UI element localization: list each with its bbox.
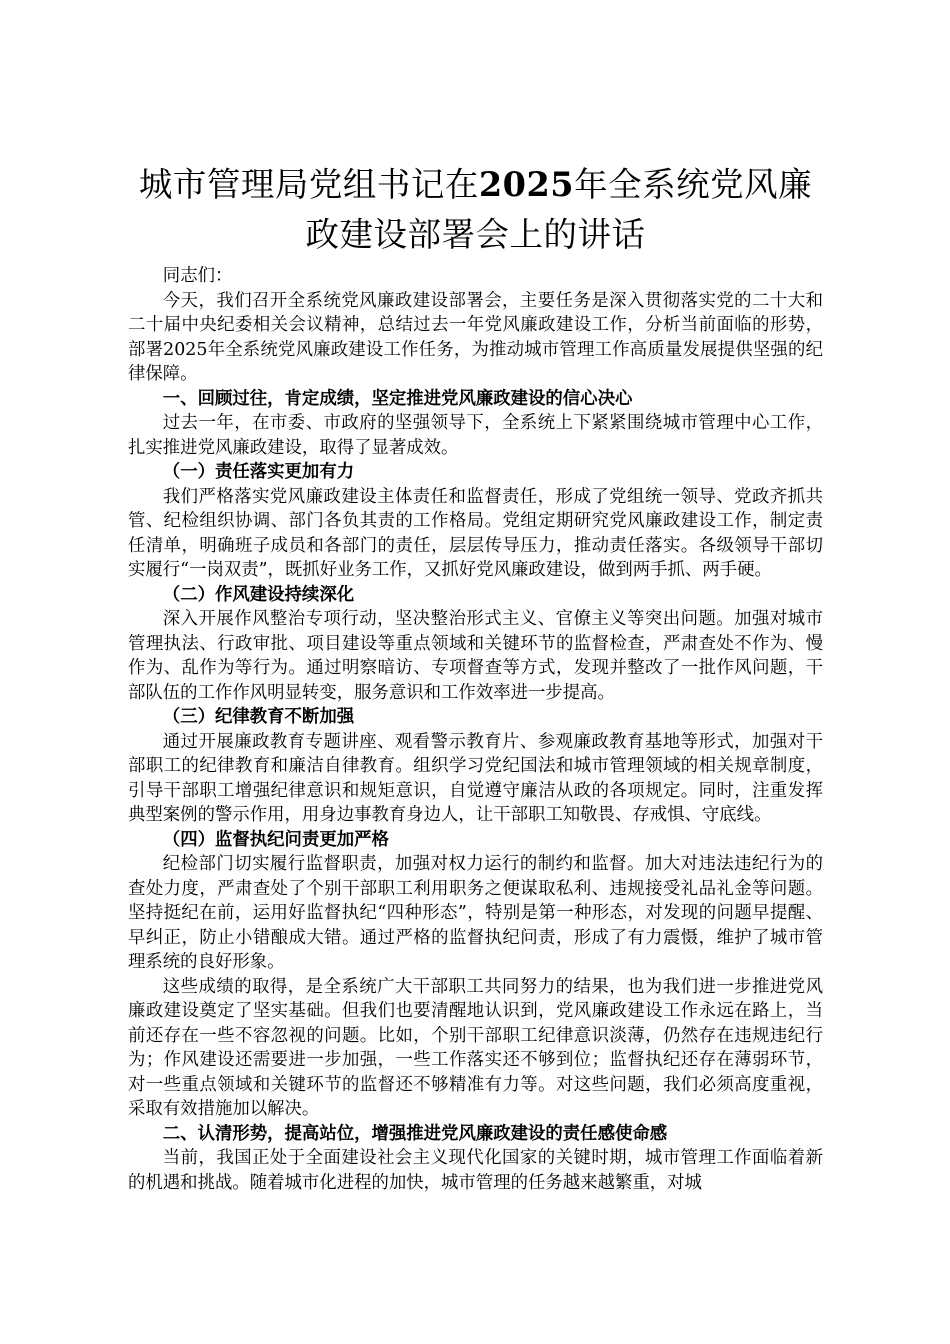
subsection-heading: （三）纪律教育不断加强	[162, 707, 355, 727]
section1-closing: 这些成绩的取得，是全系统广大干部职工共同努力的结果，也为我们进一步推进党风廉政建设奠定了坚实基础。但我们也要清醒地认识到，党风廉政建设工作永远在路上，当前还存在一些不容忽视的问题。比如，个别干部职工纪律意识淡薄，仍然存在违规违纪行为；作风建设还需要进一步加强，一些工作落实还不够到位；监督执纪还存在薄弱环节，对一些重点领域和关键环节的监督还不够精准有力等。对这些问题，我们必须高度重视，采取有效措施加以解决。	[128, 976, 823, 1119]
section2-heading: 二、认清形势，提高站位，增强推进党风廉政建设的责任感使命感	[162, 1123, 668, 1144]
title-line1-part2: 年全系统党风廉	[574, 165, 813, 204]
title-year: 2025	[478, 165, 575, 204]
section1-intro: 过去一年，在市委、市政府的坚强领导下，全系统上下紧紧围绕城市管理中心工作，扎实推进党风廉政建设，取得了显著成效。	[128, 413, 823, 458]
subsection-paragraph: 深入开展作风整治专项行动，坚决整治形式主义、官僚主义等突出问题。加强对城市管理执法、行政审批、项目建设等重点领域和关键环节的监督检查，严肃查处不作为、慢作为、乱作为等行为。通过明察暗访、专项督查等方式，发现并整改了一批作风问题，干部队伍的工作作风明显转变，服务意识和工作效率进一步提高。	[128, 609, 823, 703]
subsection-paragraph: 通过开展廉政教育专题讲座、观看警示教育片、参观廉政教育基地等形式，加强对干部职工的纪律教育和廉洁自律教育。组织学习党纪国法和城市管理领域的相关规章制度，引导干部职工增强纪律意识和规矩意识，自觉遵守廉洁从政的各项规定。同时，注重发挥典型案例的警示作用，用身边事教育身边人，让干部职工知敬畏、存戒惧、守底线。	[128, 731, 823, 825]
intro-paragraph: 今天，我们召开全系统党风廉政建设部署会，主要任务是深入贯彻落实党的二十大和二十届中央纪委相关会议精神，总结过去一年党风廉政建设工作，分析当前面临的形势，部署2025年全系统党风廉政建设工作任务，为推动城市管理工作高质量发展提供坚强的纪律保障。	[128, 290, 823, 384]
subsection-paragraph: 我们严格落实党风廉政建设主体责任和监督责任，形成了党组统一领导、党政齐抓共管、纪检组织协调、部门各负其责的工作格局。党组定期研究党风廉政建设工作，制定责任清单，明确班子成员和各部门的责任，层层传导压力，推动责任落实。各级领导干部切实履行“一岗双责”，既抓好业务工作，又抓好党风廉政建设，做到两手抓、两手硬。	[128, 486, 823, 580]
subsection-paragraph: 纪检部门切实履行监督职责，加强对权力运行的制约和监督。加大对违法违纪行为的查处力度，严肃查处了个别干部职工利用职务之便谋取私利、违规接受礼品礼金等问题。坚持挺纪在前，运用好监督执纪“四种形态”，特别是第一种形态，对发现的问题早提醒、早纠正，防止小错酿成大错。通过严格的监督执纪问责，形成了有力震慑，维护了城市管理系统的良好形象。	[128, 854, 823, 972]
section1-heading: 一、回顾过往，肯定成绩，坚定推进党风廉政建设的信心决心	[162, 388, 633, 409]
subsection-heading: （一）责任落实更加有力	[162, 462, 355, 482]
subsection-heading: （四）监督执纪问责更加严格	[162, 829, 389, 850]
section2-paragraph: 当前，我国正处于全面建设社会主义现代化国家的关键时期，城市管理工作面临着新的机遇和挑战。随着城市化进程的加快，城市管理的任务越来越繁重，对城	[128, 1148, 823, 1193]
salutation: 同志们：	[162, 266, 233, 286]
document-page	[128, 160, 823, 1195]
document-title	[122, 160, 829, 260]
title-line1-part1: 城市管理局党组书记在	[138, 165, 479, 204]
subsection-heading: （二）作风建设持续深化	[162, 584, 355, 605]
title-line2: 政建设部署会上的讲话	[305, 215, 646, 254]
